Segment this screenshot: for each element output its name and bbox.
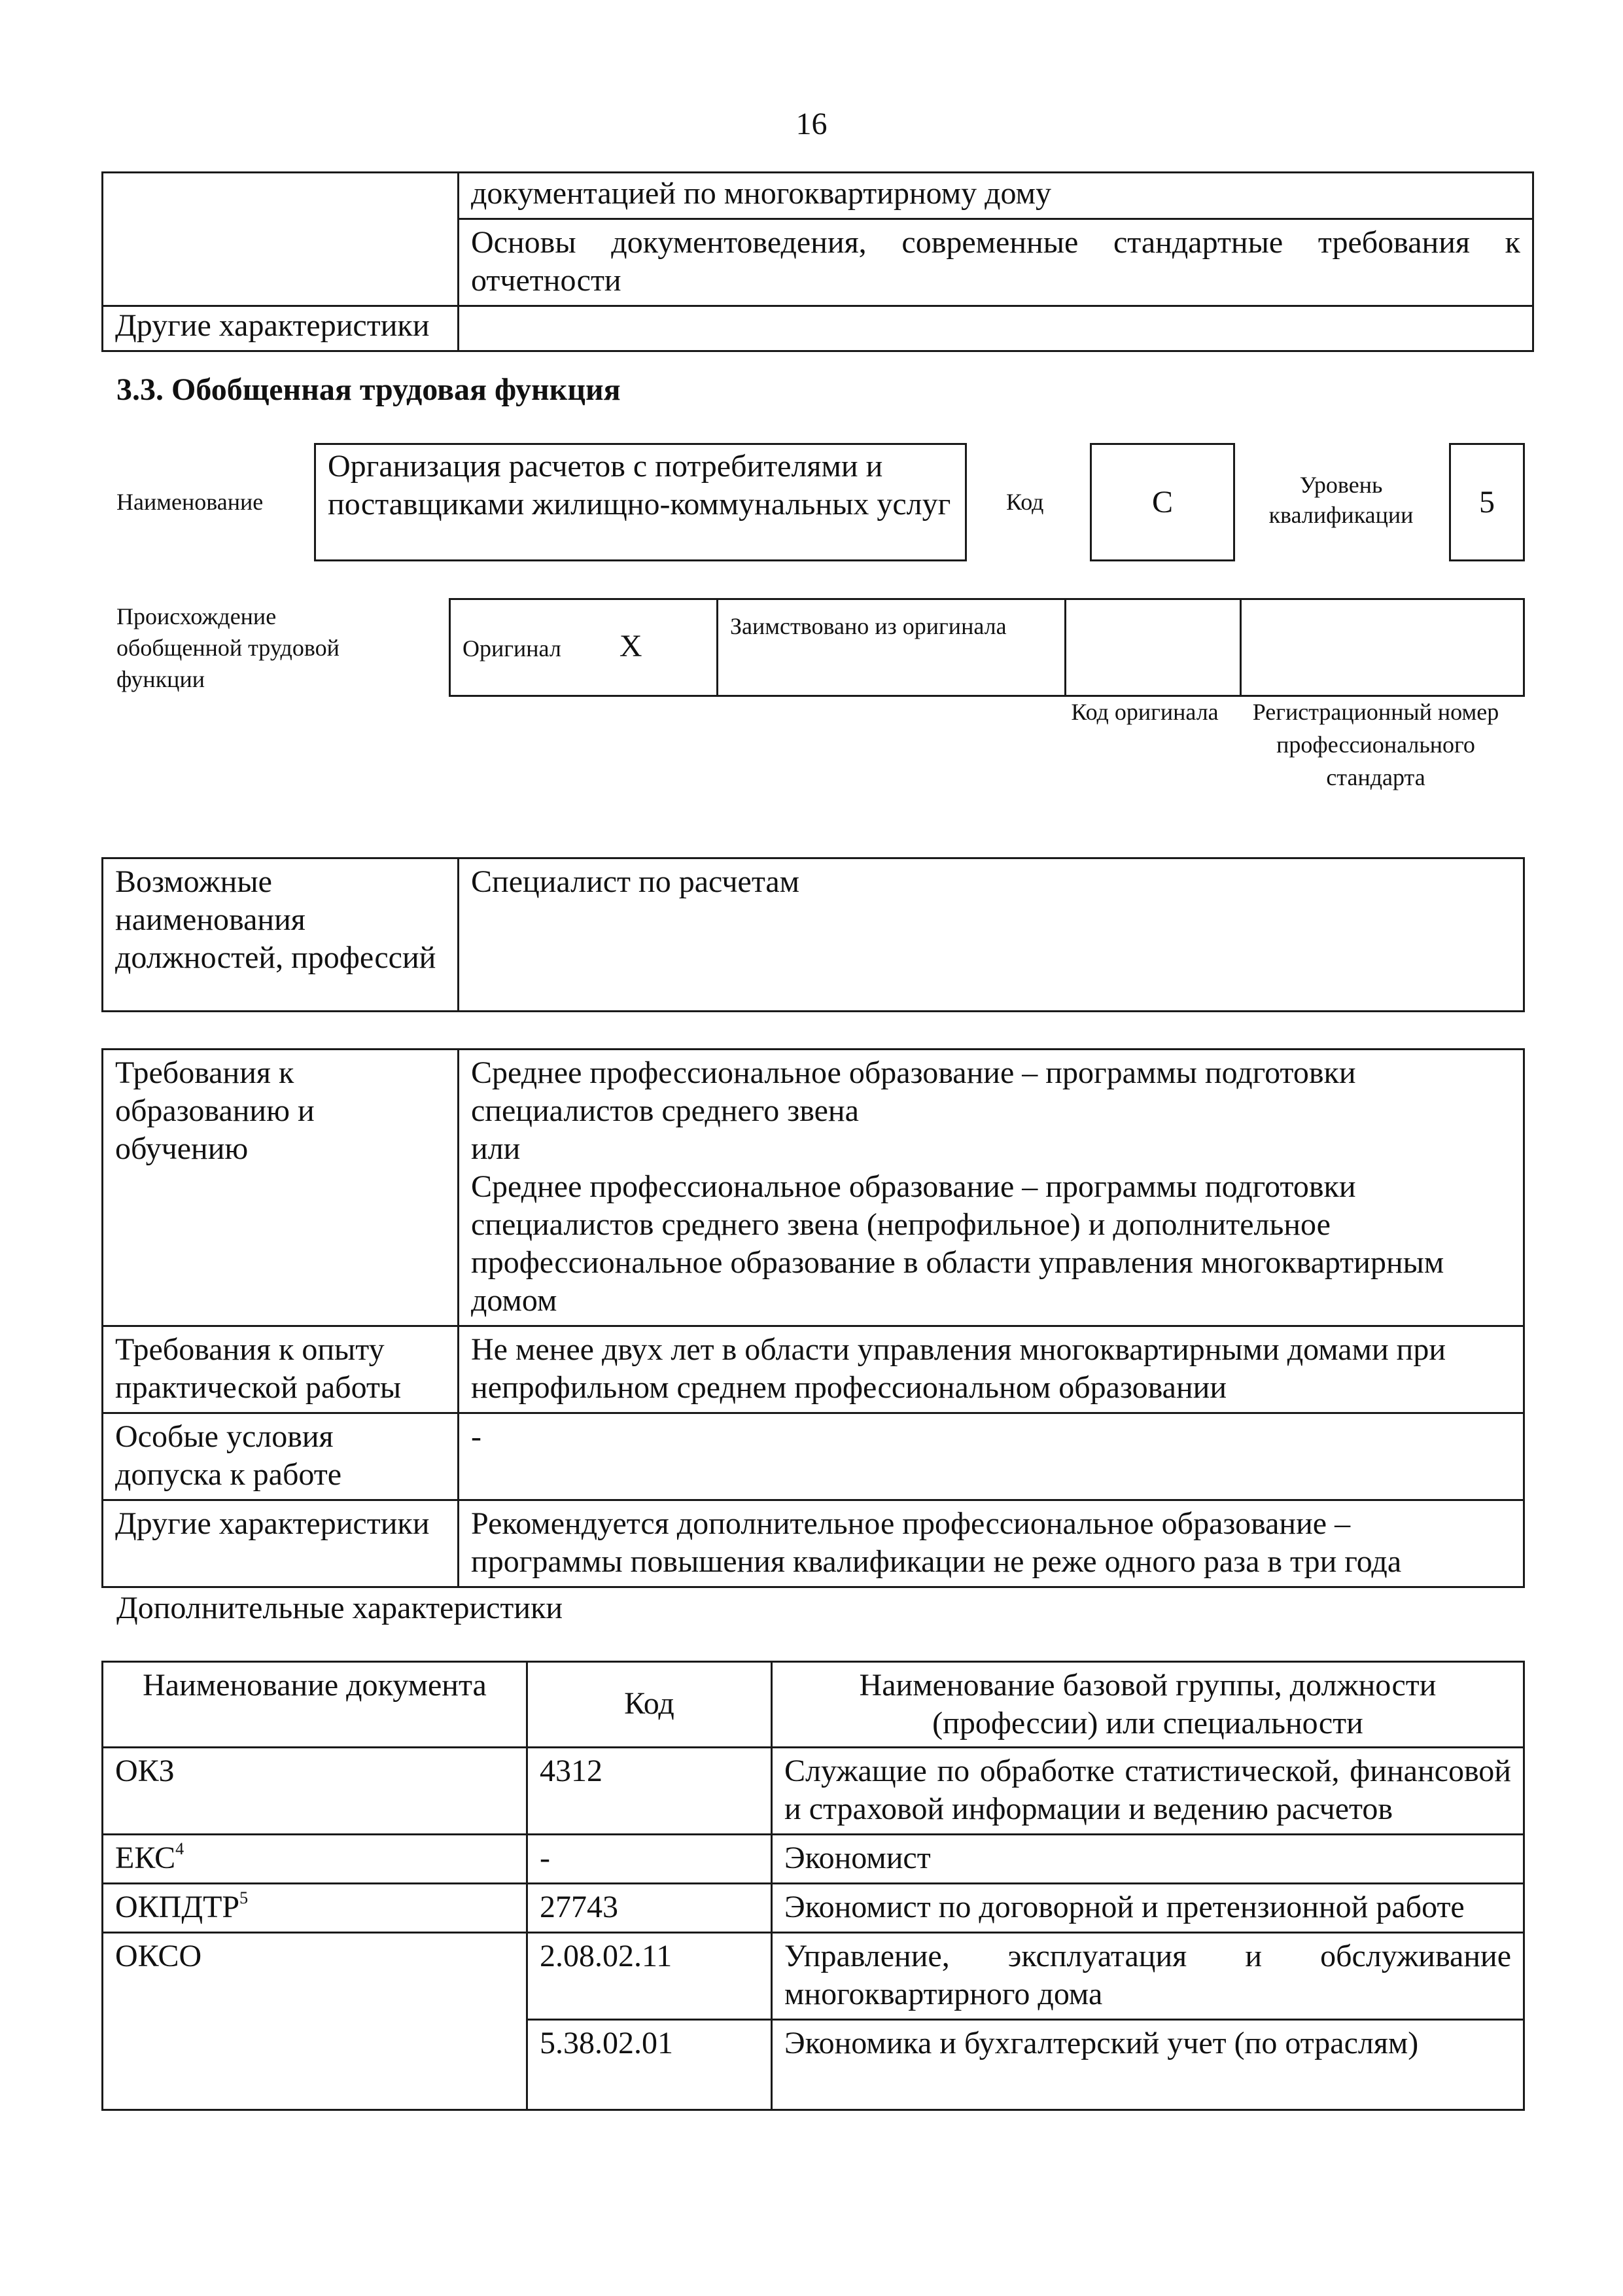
page-number: 16 [795, 107, 828, 141]
code-cell: - [527, 1835, 772, 1884]
name-label: Наименование [116, 489, 264, 515]
doc-cell: ОКСО [103, 1933, 527, 2110]
level-value: 5 [1479, 485, 1495, 520]
requirements-value [459, 1050, 1524, 1326]
requirements-label: Другие характеристики [103, 1500, 459, 1587]
requirements-table [101, 1048, 1525, 1588]
req-line: Рекомендуется дополнительное профессиональное образование – [471, 1506, 1351, 1541]
req-line: или [471, 1131, 521, 1166]
requirements-row [103, 1500, 1524, 1587]
original-mark: X [619, 629, 642, 663]
additional-row [103, 1884, 1524, 1933]
borrowed-cell [718, 599, 1066, 696]
original-label: Оригинал [462, 635, 561, 662]
code-value: C [1151, 485, 1173, 520]
origin-label: Происхождение обобщенной трудовой функции [116, 603, 340, 692]
additional-title: Дополнительные характеристики [116, 1591, 563, 1625]
code-cell: 27743 [527, 1884, 772, 1933]
code-label: Код [1006, 489, 1044, 515]
req-line: - [471, 1419, 481, 1454]
doc-cell: ОКПДТР$^5$ [103, 1884, 527, 1933]
code-cell: 4312 [527, 1748, 772, 1835]
requirements-row [103, 1413, 1524, 1500]
reg-number-cell [1241, 599, 1524, 696]
section-title: 3.3. Обобщенная трудовая функция [116, 372, 621, 407]
req-line: непрофильном среднем профессиональном образовании [471, 1370, 1227, 1405]
name-value: Организация расчетов с потребителями и поставщиками жилищно-коммунальных услуг [328, 449, 951, 521]
name-cell: Управление, эксплуатация и обслуживание многоквартирного дома [772, 1933, 1524, 2020]
req-line: специалистов среднего звена [471, 1093, 859, 1128]
req-line: профессиональное образование в области управления многоквартирным [471, 1245, 1444, 1280]
reg-number-caption: Регистрационный номер профессионального стандарта [1252, 699, 1499, 790]
requirements-label: Особые условия допуска к работе [103, 1413, 459, 1500]
positions-value: Специалист по расчетам [459, 858, 1524, 1012]
req-line: Среднее профессиональное образование – программы подготовки [471, 1055, 1356, 1090]
doc-cell: ОКЗ [103, 1748, 527, 1835]
req-line: программы повышения квалификации не реже одного раза в три года [471, 1544, 1402, 1579]
additional-row [103, 1748, 1524, 1835]
header-doc: Наименование документа [103, 1662, 527, 1748]
code-value-box [1090, 443, 1235, 561]
top-table-row2: Основы документоведения, современные стандартные требования к отчетности [459, 219, 1533, 306]
name-value-box [314, 443, 967, 561]
additional-row [103, 1835, 1524, 1884]
code-original-cell [1066, 599, 1241, 696]
code-cell: 5.38.02.01 [527, 2020, 772, 2110]
top-table-row1: документацией по многоквартирному дому [459, 173, 1533, 219]
requirements-value [459, 1413, 1524, 1500]
original-cell [450, 599, 718, 696]
level-value-box [1449, 443, 1525, 561]
positions-label: Возможные наименования должностей, профессий [103, 858, 459, 1012]
name-cell: Экономика и бухгалтерский учет (по отраслям) [772, 2020, 1524, 2110]
top-table-other-value [459, 306, 1533, 351]
additional-row [103, 1933, 1524, 2020]
level-label: Уровень квалификации [1268, 472, 1414, 528]
top-table-other-label: Другие характеристики [103, 306, 459, 351]
req-line: Не менее двух лет в области управления многоквартирными домами при [471, 1332, 1446, 1367]
requirements-label: Требования к образованию и обучению [103, 1050, 459, 1326]
code-cell: 2.08.02.11 [527, 1933, 772, 2020]
requirements-label: Требования к опыту практической работы [103, 1326, 459, 1413]
requirements-value [459, 1500, 1524, 1587]
requirements-row [103, 1326, 1524, 1413]
requirements-row [103, 1050, 1524, 1326]
top-table [101, 171, 1534, 352]
req-line: домом [471, 1283, 557, 1318]
req-line: специалистов среднего звена (непрофильное) и дополнительное [471, 1207, 1331, 1242]
additional-table [101, 1661, 1525, 2111]
code-original-caption: Код оригинала [1071, 699, 1219, 725]
header-name: Наименование базовой группы, должности (профессии) или специальности [772, 1662, 1524, 1748]
name-cell: Служащие по обработке статистической, финансовой и страховой информации и ведению расчетов [772, 1748, 1524, 1835]
name-cell: Экономист по договорной и претензионной работе [772, 1884, 1524, 1933]
positions-table [101, 857, 1525, 1012]
requirements-value [459, 1326, 1524, 1413]
req-line: Среднее профессиональное образование – программы подготовки [471, 1169, 1356, 1204]
header-code: Код [527, 1662, 772, 1748]
doc-cell: ЕКС$^4$ [103, 1835, 527, 1884]
name-cell: Экономист [772, 1835, 1524, 1884]
additional-header-row [103, 1662, 1524, 1748]
borrowed-label: Заимствовано из оригинала [730, 613, 1007, 639]
top-table-empty-cell [103, 173, 459, 306]
origin-table [449, 598, 1525, 697]
